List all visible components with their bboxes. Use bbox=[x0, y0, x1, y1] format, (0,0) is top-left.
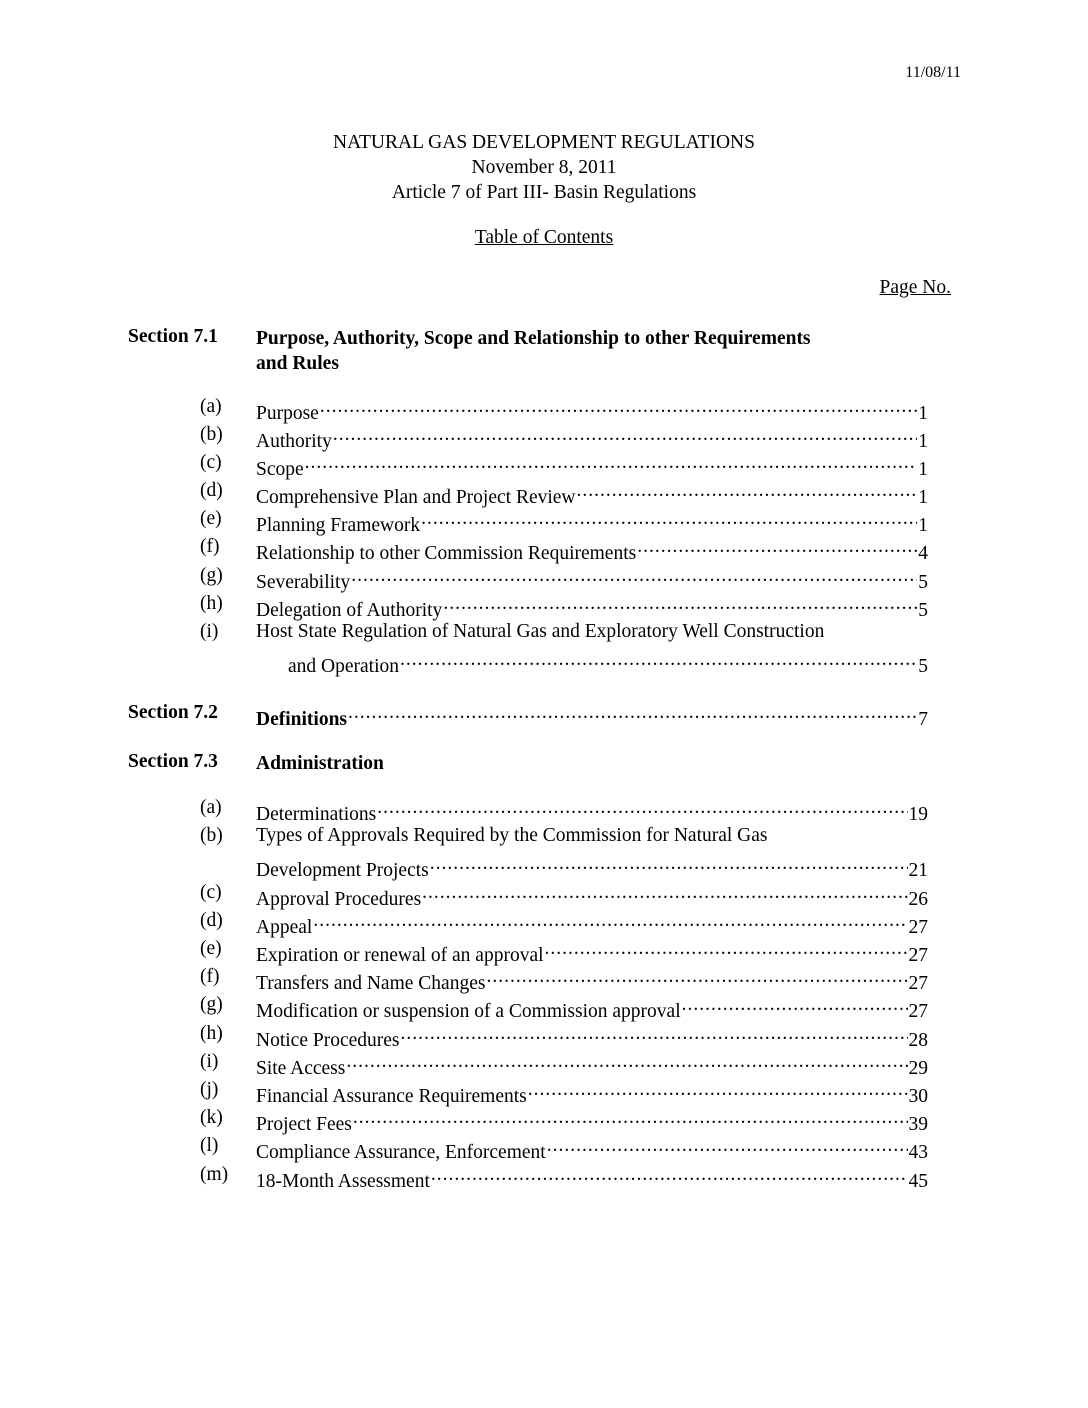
dot-leader bbox=[305, 452, 918, 475]
toc-entry[interactable] bbox=[0, 396, 1088, 424]
entry-text: and Operation bbox=[288, 656, 400, 678]
toc-entry[interactable] bbox=[0, 966, 1088, 994]
entry-text: Comprehensive Plan and Project Review bbox=[256, 487, 576, 509]
entry-text: Development Projects bbox=[256, 860, 429, 882]
entry-page: 27 bbox=[908, 945, 928, 967]
toc-entry-continued[interactable] bbox=[0, 649, 1088, 677]
dot-leader bbox=[637, 536, 917, 559]
entry-text: Relationship to other Commission Requirements bbox=[256, 543, 637, 565]
section-title-line: Purpose, Authority, Scope and Relationship to other Requirements bbox=[256, 328, 811, 349]
entry-letter: (c) bbox=[200, 452, 222, 473]
entry-letter: (i) bbox=[200, 1051, 219, 1072]
entry-page: 27 bbox=[908, 1001, 928, 1023]
entry-letter: (g) bbox=[200, 994, 223, 1015]
entry-text: Compliance Assurance, Enforcement bbox=[256, 1142, 546, 1164]
entry-page: 7 bbox=[918, 709, 928, 731]
entry-page: 5 bbox=[918, 656, 928, 678]
dot-leader bbox=[400, 649, 917, 672]
dot-leader bbox=[320, 396, 917, 419]
dot-leader bbox=[421, 508, 917, 531]
entry-page: 29 bbox=[908, 1058, 928, 1080]
entry-page: 4 bbox=[918, 543, 928, 565]
entry-page: 5 bbox=[918, 600, 928, 622]
entry-page: 45 bbox=[908, 1171, 928, 1193]
entry-page: 26 bbox=[908, 889, 928, 911]
entry-text: Approval Procedures bbox=[256, 889, 422, 911]
entry-text: Financial Assurance Requirements bbox=[256, 1086, 527, 1108]
entry-text: 18-Month Assessment bbox=[256, 1171, 430, 1193]
entry-letter: (h) bbox=[200, 1023, 223, 1044]
entry-letter: (b) bbox=[200, 424, 223, 445]
entry-letter: (h) bbox=[200, 593, 223, 614]
toc-entry[interactable] bbox=[0, 536, 1088, 564]
toc-entry[interactable] bbox=[0, 994, 1088, 1022]
entry-letter: (k) bbox=[200, 1107, 223, 1128]
entry-letter: (f) bbox=[200, 966, 220, 987]
dot-leader bbox=[401, 1023, 908, 1046]
entry-text: Authority bbox=[256, 431, 332, 453]
document-date: 11/08/11 bbox=[905, 64, 961, 81]
document-header bbox=[0, 130, 1088, 205]
dot-leader bbox=[577, 480, 918, 503]
entry-letter: (m) bbox=[200, 1164, 229, 1185]
section-title-line: and Rules bbox=[256, 353, 339, 374]
dot-leader bbox=[346, 1051, 907, 1074]
entry-text: Host State Regulation of Natural Gas and Exploratory Well Construction bbox=[256, 621, 825, 642]
dot-leader bbox=[348, 702, 917, 725]
dot-leader bbox=[351, 565, 917, 588]
toc-title: Table of Contents bbox=[474, 227, 614, 248]
entry-letter: (b) bbox=[200, 825, 223, 846]
entry-page: 43 bbox=[908, 1142, 928, 1164]
toc-entry[interactable] bbox=[0, 797, 1088, 825]
dot-leader bbox=[545, 938, 908, 961]
dot-leader bbox=[682, 994, 908, 1017]
entry-page: 1 bbox=[918, 487, 928, 509]
section-title bbox=[256, 326, 811, 376]
entry-text: Purpose bbox=[256, 403, 319, 425]
section-title: Administration bbox=[256, 753, 384, 774]
entry-text: Site Access bbox=[256, 1058, 346, 1080]
toc-entry[interactable] bbox=[0, 1135, 1088, 1163]
entry-letter: (g) bbox=[200, 565, 223, 586]
toc-entry[interactable] bbox=[0, 938, 1088, 966]
entry-page: 27 bbox=[908, 973, 928, 995]
entry-page: 1 bbox=[918, 431, 928, 453]
entry-page: 19 bbox=[908, 804, 928, 826]
entry-page: 1 bbox=[918, 403, 928, 425]
toc-entry[interactable] bbox=[0, 882, 1088, 910]
entry-letter: (d) bbox=[200, 910, 223, 931]
toc-entry[interactable] bbox=[0, 825, 1088, 853]
dot-leader bbox=[313, 910, 907, 933]
toc-entry[interactable] bbox=[0, 1079, 1088, 1107]
toc-entry[interactable] bbox=[0, 508, 1088, 536]
entry-text: Transfers and Name Changes bbox=[256, 973, 486, 995]
entry-letter: (a) bbox=[200, 797, 222, 818]
dot-leader bbox=[353, 1107, 908, 1130]
dot-leader bbox=[528, 1079, 908, 1102]
entry-text: Severability bbox=[256, 572, 351, 594]
toc-entry-continued[interactable] bbox=[0, 853, 1088, 881]
dot-leader bbox=[443, 593, 917, 616]
section-number: Section 7.2 bbox=[128, 702, 218, 723]
entry-page: 1 bbox=[918, 459, 928, 481]
toc-entry[interactable] bbox=[0, 452, 1088, 480]
entry-text: Delegation of Authority bbox=[256, 600, 443, 622]
entry-letter: (e) bbox=[200, 508, 222, 529]
entry-letter: (j) bbox=[200, 1079, 219, 1100]
page-no-label: Page No. bbox=[879, 277, 951, 298]
header-date: November 8, 2011 bbox=[471, 157, 617, 178]
entry-page: 27 bbox=[908, 917, 928, 939]
toc-entry[interactable] bbox=[0, 424, 1088, 452]
entry-letter: (e) bbox=[200, 938, 222, 959]
entry-letter: (c) bbox=[200, 882, 222, 903]
section-number: Section 7.1 bbox=[128, 326, 218, 347]
toc-entry[interactable] bbox=[0, 621, 1088, 649]
entry-text: Types of Approvals Required by the Commission for Natural Gas bbox=[256, 825, 768, 846]
entry-text: Modification or suspension of a Commission approval bbox=[256, 1001, 681, 1023]
entry-page: 21 bbox=[908, 860, 928, 882]
entry-text: Appeal bbox=[256, 917, 313, 939]
entry-letter: (l) bbox=[200, 1135, 219, 1156]
section-number: Section 7.3 bbox=[128, 751, 218, 772]
entry-letter: (d) bbox=[200, 480, 223, 501]
entry-page: 28 bbox=[908, 1030, 928, 1052]
dot-leader bbox=[486, 966, 907, 989]
entry-letter: (f) bbox=[200, 536, 220, 557]
toc-entry[interactable] bbox=[0, 1051, 1088, 1079]
toc-entry[interactable] bbox=[0, 1023, 1088, 1051]
toc-entry[interactable] bbox=[0, 910, 1088, 938]
dot-leader bbox=[333, 424, 917, 447]
toc-entry[interactable] bbox=[0, 702, 1088, 730]
entry-text: Determinations bbox=[256, 804, 377, 826]
entry-text: Expiration or renewal of an approval bbox=[256, 945, 544, 967]
dot-leader bbox=[430, 853, 908, 876]
dot-leader bbox=[377, 797, 907, 820]
dot-leader bbox=[422, 882, 907, 905]
toc-entry[interactable] bbox=[0, 480, 1088, 508]
entry-text: Notice Procedures bbox=[256, 1030, 400, 1052]
entry-page: 30 bbox=[908, 1086, 928, 1108]
entry-page: 39 bbox=[908, 1114, 928, 1136]
toc-entry[interactable] bbox=[0, 1164, 1088, 1192]
entry-page: 5 bbox=[918, 572, 928, 594]
toc-entry[interactable] bbox=[0, 1107, 1088, 1135]
entry-text: Planning Framework bbox=[256, 515, 421, 537]
section-title: Definitions bbox=[256, 709, 348, 731]
entry-text: Project Fees bbox=[256, 1114, 352, 1136]
toc-entry[interactable] bbox=[0, 593, 1088, 621]
dot-leader bbox=[431, 1164, 908, 1187]
entry-letter: (a) bbox=[200, 396, 222, 417]
header-subtitle: Article 7 of Part III- Basin Regulations bbox=[391, 182, 697, 203]
entry-text: Scope bbox=[256, 459, 304, 481]
dot-leader bbox=[547, 1135, 908, 1158]
entry-page: 1 bbox=[918, 515, 928, 537]
header-title: NATURAL GAS DEVELOPMENT REGULATIONS bbox=[333, 132, 755, 153]
entry-letter: (i) bbox=[200, 621, 219, 642]
toc-entry[interactable] bbox=[0, 565, 1088, 593]
